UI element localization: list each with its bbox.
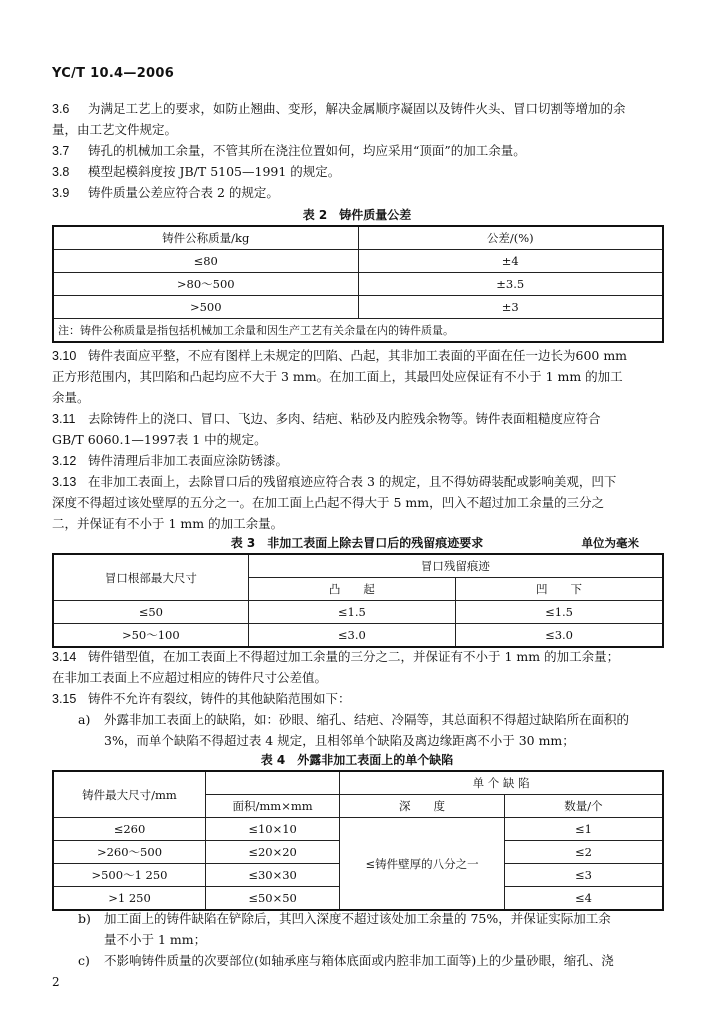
clause-text: 铸件错型值，在加工表面上不得超过加工余量的三分之二，并保证有不小于 1 mm 的加工余量； (88, 649, 620, 664)
table-note: 注：铸件公称质量是指包括机械加工余量和因生产工艺有关余量在内的铸件质量。 (53, 319, 663, 343)
table-header-cell: 凹 下 (456, 578, 663, 601)
item-text: 外露非加工表面上的缺陷，如：砂眼、缩孔、结疤、冷隔等，其总面积不得超过缺陷所在面积的 (104, 712, 630, 727)
item-b (78, 908, 662, 929)
clause-text: 模型起模斜度按 JB/T 5105—1991 的规定。 (88, 164, 341, 179)
clause-3-14-line2: 在非加工表面上不应超过相应的铸件尺寸公差值。 (52, 670, 328, 685)
table-cell: ≤铸件壁厚的八分之一 (340, 818, 505, 911)
table-row (53, 601, 663, 624)
table-cell: ±3.5 (358, 273, 663, 296)
table-header-cell: 铸件最大尺寸/mm (53, 771, 206, 818)
table-header-cell: 单 个 缺 陷 (340, 771, 663, 795)
table-3 (52, 553, 664, 648)
clause-number: 3.15 (52, 692, 77, 706)
table-2-caption: 表 2 铸件质量公差 (302, 208, 412, 222)
clause-number: 3.14 (52, 650, 77, 664)
table-3-caption: 表 3 非加工表面上除去冒口后的残留痕迹要求 (230, 536, 484, 550)
clause-3-7 (52, 140, 662, 162)
clause-number: 3.12 (52, 454, 77, 468)
clause-text: 铸件表面应平整，不应有图样上未规定的凹陷、凸起，其非加工表面的平面在任一边长为600 mm (88, 348, 628, 363)
clause-number: 3.13 (52, 475, 77, 489)
table-cell: ≤3.0 (456, 624, 663, 648)
clause-3-11-line2: GB/T 6060.1—1997表 1 中的规定。 (52, 432, 267, 447)
clause-text: 铸件质量公差应符合表 2 的规定。 (88, 185, 279, 200)
table-3-unit: 单位为毫米 (581, 536, 639, 550)
table-cell: ≤3 (504, 864, 663, 887)
table-row (53, 624, 663, 648)
clause-3-14 (52, 646, 662, 668)
clause-3-11 (52, 408, 662, 430)
item-a-line2: 3%，而单个缺陷不得超过表 4 规定，且相邻单个缺陷及离边缘距离不小于 30 mm； (104, 733, 575, 748)
clause-3-12 (52, 450, 662, 472)
table-cell: ≤10×10 (206, 818, 340, 841)
table-row (53, 273, 663, 296)
clause-text: 去除铸件上的浇口、冒口、飞边、多肉、结疤、粘砂及内腔残余物等。铸件表面粗糙度应符合 (88, 411, 601, 426)
table-cell: >500 (53, 296, 358, 319)
clause-text: 在非加工表面上，去除冒口后的残留痕迹应符合表 3 的规定，且不得妨碍装配或影响美观，凹下 (88, 474, 617, 489)
table-header-row (53, 226, 663, 250)
table-cell: ≤30×30 (206, 864, 340, 887)
clause-3-13-line3: 二，并保证有不小于 1 mm 的加工余量。 (52, 516, 284, 531)
table-cell: >1 250 (53, 887, 206, 911)
table-header-cell: 冒口残留痕迹 (248, 554, 663, 578)
table-cell: ≤3.0 (248, 624, 455, 648)
document-header: YC/T 10.4—2006 (52, 66, 175, 81)
page-number: 2 (52, 975, 60, 989)
item-c (78, 950, 662, 971)
table-header-cell: 数量/个 (504, 795, 663, 818)
clause-3-15 (52, 688, 662, 710)
table-cell: ≤20×20 (206, 841, 340, 864)
clause-3-10-line2: 正方形范围内，其凹陷和凸起均应不大于 3 mm。在加工面上，其最凹处应保证有不小于 1 mm 的加工 (52, 369, 623, 384)
table-2 (52, 225, 664, 343)
clause-text: 铸件清理后非加工表面应涂防锈漆。 (88, 453, 289, 468)
table-header-cell (206, 771, 340, 795)
clause-3-13 (52, 471, 662, 493)
table-cell: >260～500 (53, 841, 206, 864)
clause-text: 铸孔的机械加工余量，不管其所在浇注位置如何，均应采用“顶面”的加工余量。 (88, 143, 526, 158)
table-cell: ≤4 (504, 887, 663, 911)
table-header-row (53, 771, 663, 795)
table-row (53, 818, 663, 841)
table-row (53, 296, 663, 319)
clause-3-6 (52, 98, 662, 120)
table-cell: ±3 (358, 296, 663, 319)
table-header-cell: 凸 起 (248, 578, 455, 601)
clause-number: 3.8 (52, 165, 70, 179)
table-header-cell: 深 度 (340, 795, 505, 818)
table-cell: ≤50 (53, 601, 248, 624)
table-row (53, 250, 663, 273)
table-header-cell: 公差/(%) (358, 226, 663, 250)
table-4-caption: 表 4 外露非加工表面上的单个缺陷 (260, 753, 454, 767)
table-cell: ±4 (358, 250, 663, 273)
table-header-cell: 铸件公称质量/kg (53, 226, 358, 250)
clause-number: 3.7 (52, 144, 70, 158)
clause-text: 铸件不允许有裂纹，铸件的其他缺陷范围如下： (88, 691, 351, 706)
clause-3-8 (52, 161, 662, 183)
item-text: 加工面上的铸件缺陷在铲除后，其凹入深度不超过该处加工余量的 75%，并保证实际加工余 (104, 911, 611, 926)
item-label: a) (78, 712, 91, 727)
clause-text: 为满足工艺上的要求，如防止翘曲、变形，解决金属顺序凝固以及铸件火头、冒口切割等增加的余 (88, 101, 626, 116)
table-cell: >80～500 (53, 273, 358, 296)
table-4 (52, 770, 664, 911)
table-cell: ≤1.5 (248, 601, 455, 624)
table-header-cell: 冒口根部最大尺寸 (53, 554, 248, 601)
clause-number: 3.6 (52, 102, 70, 116)
clause-number: 3.9 (52, 186, 70, 200)
clause-3-13-line2: 深度不得超过该处壁厚的五分之一。在加工面上凸起不得大于 5 mm，凹入不超过加工余量的三分之 (52, 495, 605, 510)
clause-3-10-line3: 余量。 (52, 390, 90, 405)
table-cell: ≤1 (504, 818, 663, 841)
table-cell: ≤260 (53, 818, 206, 841)
table-header-cell: 面积/mm×mm (206, 795, 340, 818)
table-cell: ≤2 (504, 841, 663, 864)
table-cell: >50～100 (53, 624, 248, 648)
table-header-row (53, 554, 663, 578)
table-note-row (53, 319, 663, 343)
clause-3-10 (52, 345, 662, 367)
item-label: c) (78, 953, 90, 968)
item-label: b) (78, 911, 91, 926)
table-cell: ≤50×50 (206, 887, 340, 911)
clause-number: 3.11 (52, 412, 76, 426)
clause-3-6-cont: 量，由工艺文件规定。 (52, 122, 178, 137)
clause-3-9 (52, 182, 662, 204)
item-a (78, 709, 662, 730)
table-cell: ≤80 (53, 250, 358, 273)
table-cell: ≤1.5 (456, 601, 663, 624)
clause-number: 3.10 (52, 349, 77, 363)
item-b-line2: 量不小于 1 mm； (104, 932, 207, 947)
item-text: 不影响铸件质量的次要部位(如轴承座与箱体底面或内腔非加工面等)上的少量砂眼，缩孔、浇 (104, 953, 614, 968)
table-cell: >500～1 250 (53, 864, 206, 887)
